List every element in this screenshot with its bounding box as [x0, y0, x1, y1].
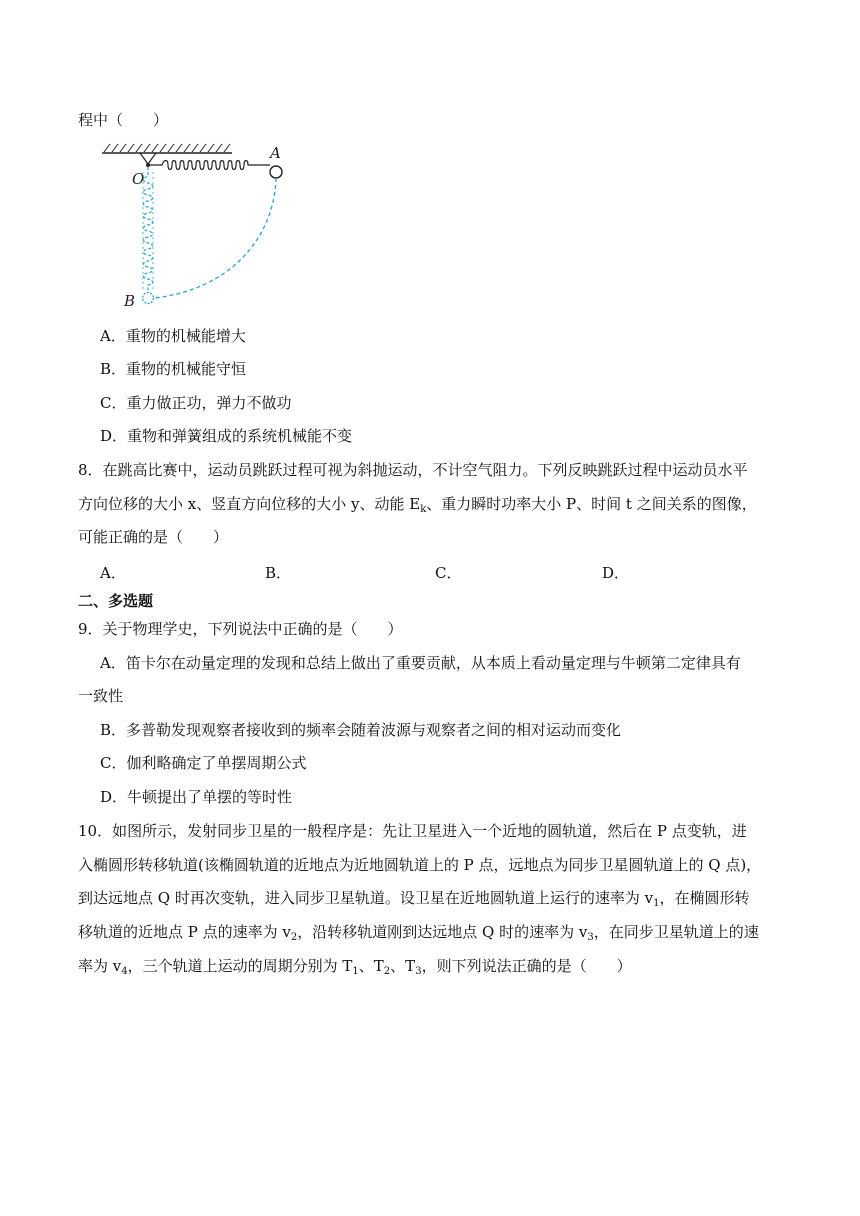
q10-t3-sub: 3 — [415, 966, 422, 977]
q10-t2-sub: 2 — [383, 966, 391, 977]
q8-line-3: 可能正确的是（ ） — [78, 528, 229, 546]
q9-option-c: C．伽利略确定了单摆周期公式 — [100, 754, 307, 772]
q8-line-1: 8．在跳高比赛中，运动员跳跃过程可视为斜抛运动，不计空气阻力。下列反映跳跃过程中运动员水平 — [78, 461, 748, 479]
q9-stem: 9．关于物理学史，下列说法中正确的是（ ） — [78, 620, 403, 638]
horizontal-spring — [150, 161, 270, 170]
q10-line-2: 入椭圆形转移轨道(该椭圆轨道的近地点为近地圆轨道上的 P 点，远地点为同步卫星圆轨道上的 Q 点)， — [78, 856, 762, 874]
q7-stem-tail: 程中（ ） — [78, 111, 169, 129]
q9-option-d: D．牛顿提出了单摆的等时性 — [100, 788, 293, 806]
q10-line-3-tail: ，在椭圆形转 — [659, 889, 750, 907]
q10-line-5-a: 率为 v — [78, 957, 122, 975]
q7-option-a: A．重物的机械能增大 — [100, 327, 246, 345]
ceiling-hatch — [104, 144, 230, 152]
q10-v1-sub: 1 — [653, 898, 660, 909]
q8-line-2-head: 方向位移的大小 x、竖直方向位移的大小 y、动能 E — [78, 495, 421, 513]
q10-v2-sub: 2 — [290, 932, 298, 943]
vertical-spring — [144, 167, 153, 292]
q9-option-a-line-2: 一致性 — [78, 687, 124, 705]
q9-option-a-line-1: A．笛卡尔在动量定理的发现和总结上做出了重要贡献，从本质上看动量定理与牛顿第二定律具有 — [100, 654, 741, 672]
q8-choice-b: B． — [265, 564, 292, 582]
q10-line-4-tail: ，在同步卫星轨道上的速 — [593, 923, 759, 941]
q10-line-3-head: 到达远地点 Q 时再次变轨，进入同步卫星轨道。设卫星在近地圆轨道上运行的速率为 v — [78, 889, 654, 907]
label-b: B — [124, 292, 136, 310]
q8-choice-d: D． — [602, 564, 630, 582]
q10-v4-sub: 4 — [121, 966, 128, 977]
q7-option-b: B．重物的机械能守恒 — [100, 360, 247, 378]
q8-line-2-tail: 、重力瞬时功率大小 P、时间 t 之间关系的图像， — [426, 495, 757, 513]
q10-line-5-b: ，三个轨道上运动的周期分别为 T — [127, 957, 353, 975]
q10-v3-sub: 3 — [587, 932, 594, 943]
q10-line-5-d: 、T — [390, 957, 416, 975]
q10-t1-sub: 1 — [352, 966, 359, 977]
q10-line-3 — [78, 888, 749, 908]
q7-option-c: C．重力做正功，弹力不做功 — [100, 394, 292, 412]
section-title-multiple-choice: 二、多选题 — [78, 592, 154, 610]
q10-line-1: 10．如图所示，发射同步卫星的一般程序是：先让卫星进入一个近地的圆轨道，然后在 P 点变轨，进 — [78, 822, 747, 840]
q10-line-4 — [78, 922, 759, 942]
spring-pendulum-diagram — [98, 140, 290, 312]
q7-option-d: D．重物和弹簧组成的系统机械能不变 — [100, 427, 353, 445]
q8-line-2 — [78, 494, 757, 514]
spring-pendulum-figure — [98, 140, 290, 312]
q10-line-5-e: ，则下列说法正确的是（ ） — [421, 957, 632, 975]
mass-at-b — [143, 293, 154, 304]
q10-line-4-head: 移轨道的近地点 P 点的速率为 v — [78, 923, 291, 941]
q9-option-b: B．多普勒发现观察者接收到的频率会随着波源与观察者之间的相对运动而变化 — [100, 721, 622, 739]
label-o: O — [132, 170, 145, 188]
pivot-point — [146, 163, 150, 167]
label-a: A — [270, 144, 281, 162]
q8-choice-c: C． — [435, 564, 462, 582]
q10-line-5 — [78, 956, 632, 976]
q10-line-5-c: 、T — [358, 957, 384, 975]
pivot-mount — [140, 153, 156, 164]
q10-line-4-mid: ，沿转移轨道刚到达远地点 Q 时的速率为 v — [297, 923, 588, 941]
q8-choice-a: A． — [100, 564, 126, 582]
trajectory-arc — [154, 178, 276, 298]
q8-ek-subscript: k — [420, 504, 427, 515]
mass-at-a — [270, 166, 282, 178]
